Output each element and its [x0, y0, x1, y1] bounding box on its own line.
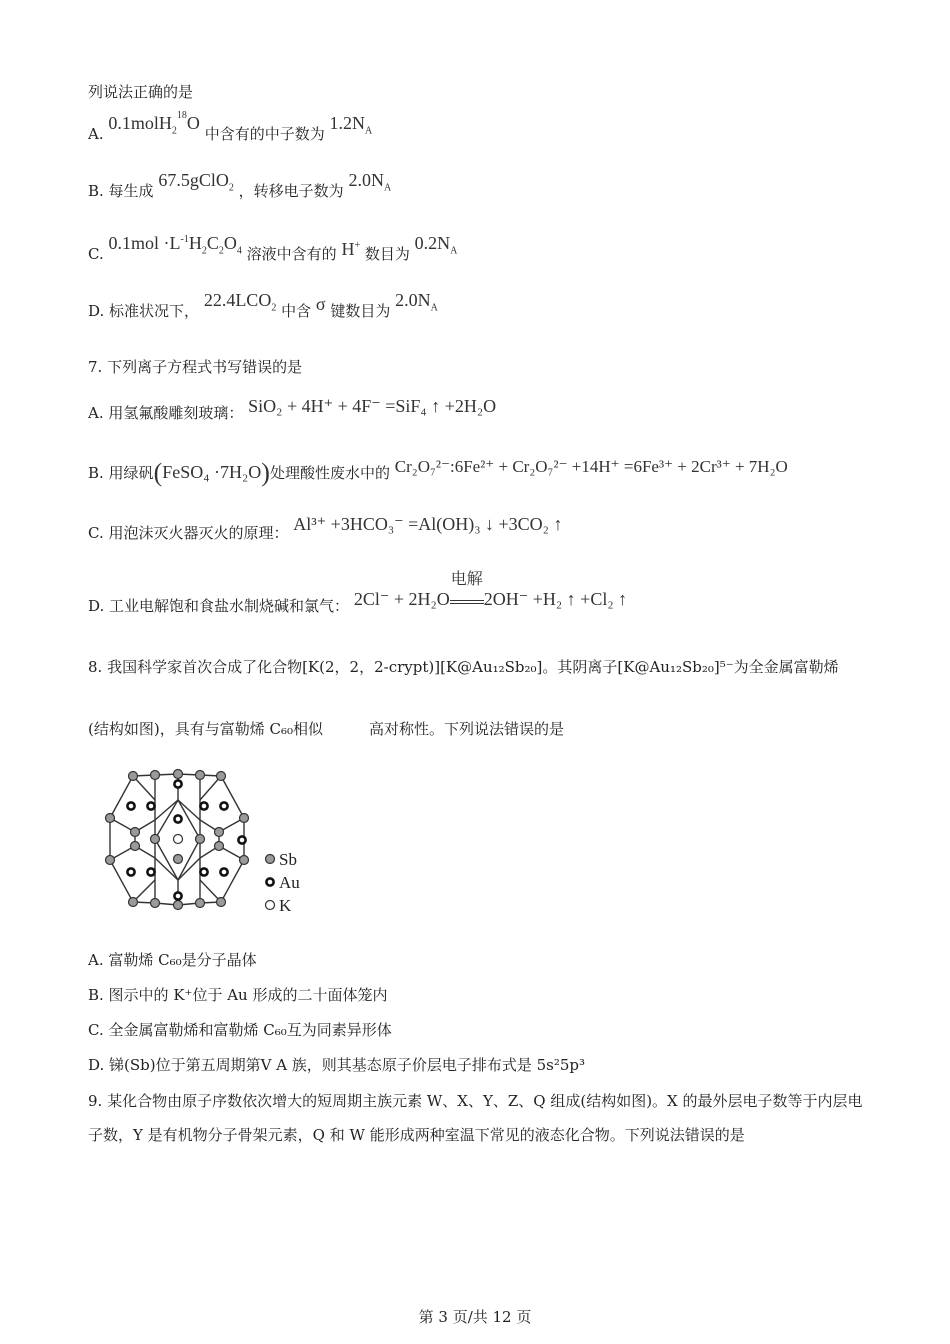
- legend-sb-swatch: [266, 855, 275, 864]
- fullerene-structure-figure: [96, 762, 316, 917]
- page-footer: 第 3 页/共 12 页: [418, 1308, 532, 1326]
- legend-sb-label: Sb: [279, 850, 297, 869]
- q6-option-b: B. 每生成 67.5gClO$_2$ ，转移电子数为 $2.0N_A$: [88, 170, 392, 200]
- legend-au-label: Au: [279, 873, 300, 892]
- legend-au-swatch: [266, 878, 273, 885]
- q8-option-b: B. 图示中的 K⁺位于 Au 形成的二十面体笼内: [88, 986, 388, 1004]
- q8-stem-line1: 8. 我国科学家首次合成了化合物[K(2，2，2-crypt)][K@Au₁₂Sb₂₀]。其阴离子[K@Au₁₂Sb₂₀]⁵⁻为全金属富勒烯: [88, 658, 839, 676]
- legend-k-swatch: [266, 901, 275, 910]
- q8-option-c: C. 全金属富勒烯和富勒烯 C₆₀互为同素异形体: [88, 1021, 392, 1039]
- q7-option-c: C. 用泡沫灭火器灭火的原理： Al³⁺ +3HCO₃⁻ =Al(OH)₃ ↓ +3CO₂ ↑: [88, 514, 563, 542]
- q8-stem-line2: (结构如图)，具有与富勒烯 C₆₀相似 高对称性。下列说法错误的是: [88, 720, 564, 738]
- k-atom: [174, 835, 183, 844]
- q8-option-d: D. 锑(Sb)位于第五周期第Ⅴ A 族，则其基态原子价层电子排布式是 5s²5p³: [88, 1056, 585, 1074]
- q9-stem: 9. 某化合物由原子序数依次增大的短周期主族元素 W、X、Y、Z、Q 组成(结构如图)。X 的最外层电子数等于内层电子数，Y 是有机物分子骨架元素，Q 和 W 能形成两种室温下常见的液态化合物。下列说法错误的是: [88, 1092, 863, 1144]
- q7-option-d: D. 工业电解饱和食盐水制烧碱和氯气： 2Cl⁻ + 2H₂O 电解 2OH⁻ +H₂ ↑ +Cl₂ ↑: [88, 571, 628, 615]
- au-atoms: [127, 780, 245, 899]
- q6-stem-tail: 列说法正确的是: [88, 83, 194, 101]
- legend-k-label: K: [279, 896, 292, 915]
- q7-stem: 7. 下列离子方程式书写错误的是: [88, 358, 303, 376]
- q8-option-a: A. 富勒烯 C₆₀是分子晶体: [88, 951, 257, 969]
- q7-option-a: A. 用氢氟酸雕刻玻璃： SiO₂ + 4H⁺ + 4F⁻ =SiF₄ ↑ +2H₂O: [88, 396, 497, 422]
- q7-option-b: B. 用绿矾(FeSO₄ ·7H₂O)处理酸性废水中的 Cr₂O₇²⁻:6Fe²⁺ + Cr₂O₇²⁻ +14H⁺ =6Fe³⁺ + 2Cr³⁺ + 7H₂O: [88, 457, 788, 487]
- q6-option-d: D. 标准状况下， $22.4LCO_2$ 中含 σ 键数目为 $2.0N_A$: [88, 290, 438, 320]
- electrolysis-condition: 电解: [450, 571, 483, 588]
- q6-option-c: C. $0.1mol \cdot L^{-1}H_2C_2O_4$ 溶液中含有的 H+ 数目为 $0.2N_A$: [88, 233, 458, 263]
- figure-legend: [266, 850, 301, 915]
- q6-option-a: A. 0.1molH$_2^{18}$O 中含有的中子数为 $1.2N_A$: [88, 110, 373, 143]
